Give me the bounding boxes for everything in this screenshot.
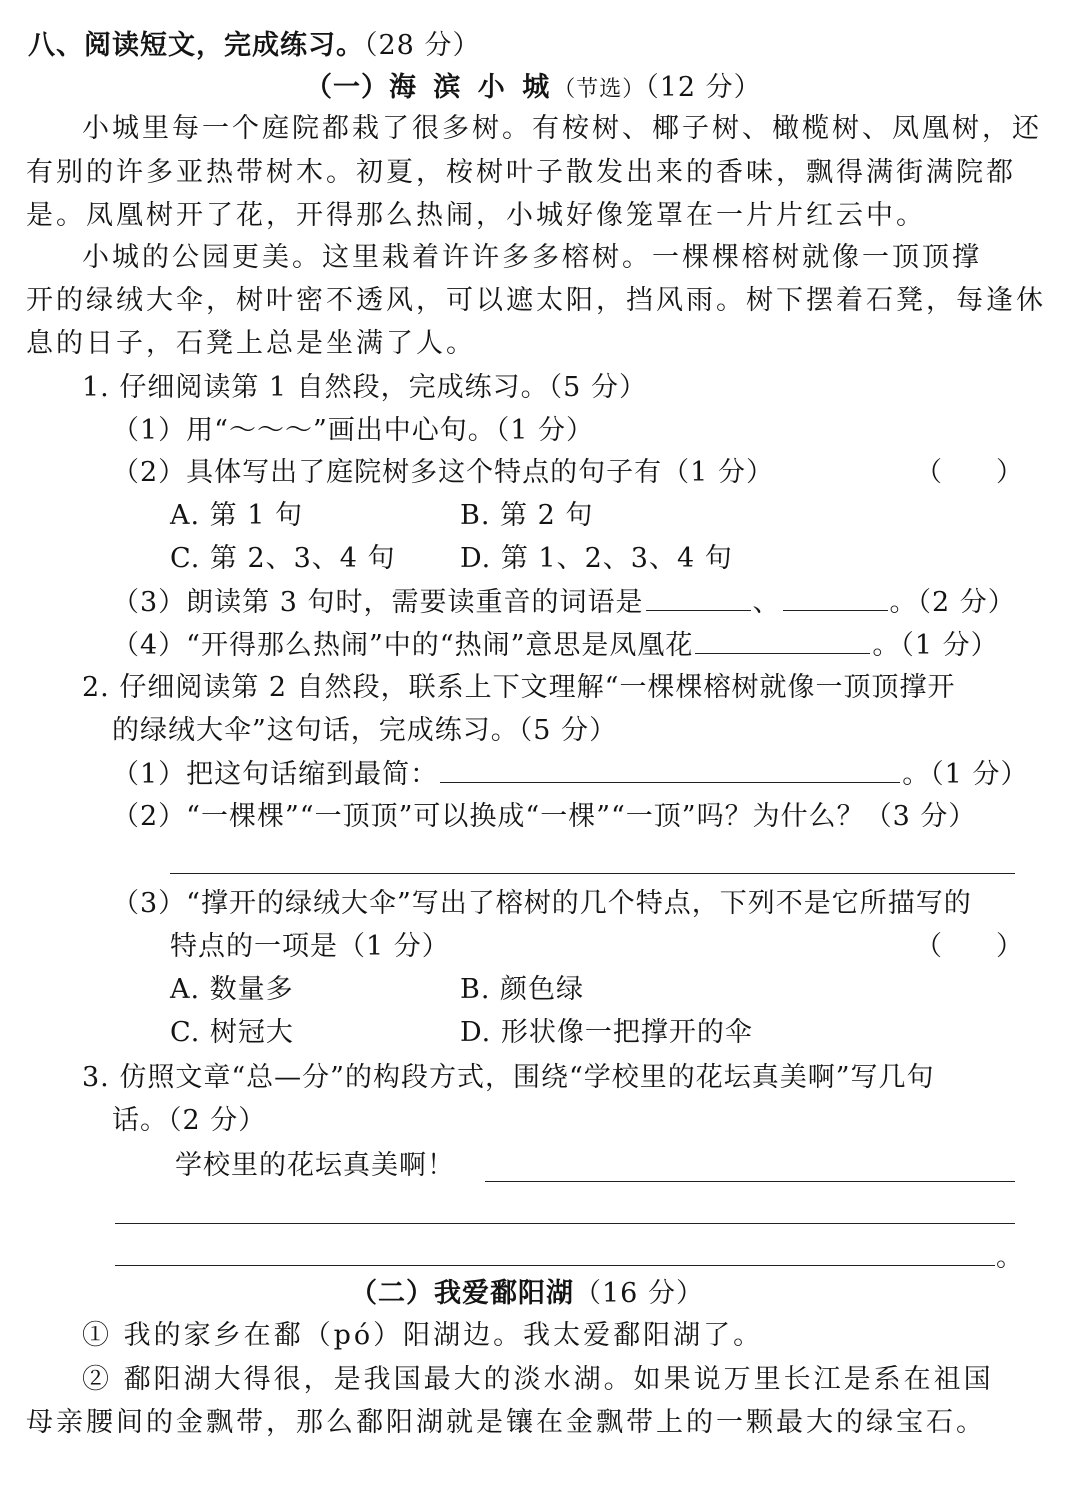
q1-sub4 [112, 627, 999, 664]
q1-sub3-separator: 、 [752, 587, 781, 618]
q2-stem-line1: 2. 仔细阅读第 2 自然段，联系上下文理解“一棵棵榕树就像一顶顶撑开 [82, 672, 956, 703]
q1-sub4-score: 。（1 分） [872, 630, 999, 661]
q2-sub1 [112, 756, 1028, 793]
q1-sub3-blank-2[interactable] [783, 584, 888, 611]
passage1-line: 息的日子，石凳上总是坐满了人。 [26, 328, 476, 359]
passage2-para2-line2: 母亲腰间的金飘带，那么鄱阳湖就是镶在金飘带上的一颗最大的绿宝石。 [26, 1407, 986, 1438]
q2-sub3-option-a: A. 数量多 [170, 974, 294, 1005]
q2-sub1-blank[interactable] [440, 756, 900, 783]
passage1-line: 小城里每一个庭院都栽了很多树。有桉树、椰子树、橄榄树、凤凰树，还 [82, 113, 1042, 144]
q2-sub3-option-b: B. 颜色绿 [460, 974, 585, 1005]
q2-sub3-line1: （3）“撑开的绿绒大伞”写出了榕树的几个特点，下列不是它所描写的 [112, 888, 972, 919]
passage2-title-text: （二）我爱鄱阳湖 [350, 1278, 574, 1309]
passage2-title-score: （16 分） [574, 1278, 704, 1309]
q3-end-mark: 。 [996, 1242, 1024, 1273]
passage1-title-note: （节选） [553, 77, 646, 102]
q3-answer-line-2[interactable] [115, 1223, 1015, 1224]
section-score: （28 分） [364, 30, 481, 61]
q3-answer-line-3[interactable] [115, 1265, 995, 1266]
q3-stem-line1: 3. 仿照文章“总—分”的构段方式，围绕“学校里的花坛真美啊”写几句 [82, 1062, 935, 1093]
q2-sub2-answer-line[interactable] [170, 873, 1015, 874]
passage1-title-prefix: （一） [305, 72, 389, 103]
q1-sub2-option-d: D. 第 1、2、3、4 句 [460, 543, 733, 574]
passage1-line: 有别的许多亚热带树木。初夏，桉树叶子散发出来的香味，飘得满街满院都 [26, 157, 1016, 188]
q1-sub4-blank[interactable] [695, 627, 870, 654]
passage2-para2-line1: ② 鄱阳湖大得很，是我国最大的淡水湖。如果说万里长江是系在祖国 [82, 1364, 994, 1395]
q1-sub3 [112, 584, 1016, 621]
passage1-line: 开的绿绒大伞，树叶密不透风，可以遮太阳，挡风雨。树下摆着石凳，每逢休 [26, 285, 1046, 316]
q3-answer-line-1[interactable] [485, 1181, 1015, 1182]
q3-prompt: 学校里的花坛真美啊！ [175, 1150, 455, 1181]
q2-sub2: （2）“一棵棵”“一顶顶”可以换成“一棵”“一顶”吗？为什么？（3 分） [112, 801, 977, 832]
passage1-line: 小城的公园更美。这里栽着许许多多榕树。一棵棵榕树就像一顶顶撑 [82, 242, 982, 273]
passage2-title [350, 1276, 704, 1312]
q1-sub3-score: 。（2 分） [889, 587, 1016, 618]
passage1-title [305, 70, 762, 108]
q2-sub1-text: （1）把这句话缩到最简： [112, 759, 439, 790]
q1-sub4-text: （4）“开得那么热闹”中的“热闹”意思是凤凰花 [112, 630, 694, 661]
q1-sub2-option-a: A. 第 1 句 [170, 500, 304, 531]
q2-sub3-answer-box[interactable]: （ ） [915, 931, 1023, 962]
q1-stem: 1. 仔细阅读第 1 自然段，完成练习。（5 分） [82, 372, 647, 403]
passage1-title-text: 海 滨 小 城 [389, 72, 554, 103]
q1-sub2-answer-box[interactable]: （ ） [915, 457, 1023, 488]
passage1-title-score: （12 分） [645, 72, 762, 103]
q1-sub3-text: （3）朗读第 3 句时，需要读重音的词语是 [112, 587, 644, 618]
q1-sub2-option-b: B. 第 2 句 [460, 500, 594, 531]
q2-stem-line2: 的绿绒大伞”这句话，完成练习。（5 分） [112, 715, 618, 746]
section-heading [28, 28, 480, 64]
q1-sub3-blank-1[interactable] [646, 584, 751, 611]
passage1-line: 是。凤凰树开了花，开得那么热闹，小城好像笼罩在一片片红云中。 [26, 200, 926, 231]
q2-sub3-option-d: D. 形状像一把撑开的伞 [460, 1017, 753, 1048]
q2-sub3-line2: 特点的一项是（1 分） [170, 931, 450, 962]
section-heading-text: 八、阅读短文，完成练习。 [28, 30, 364, 61]
q3-stem-line2: 话。（2 分） [112, 1105, 267, 1136]
passage2-para1: ① 我的家乡在鄱（pó）阳湖边。我太爱鄱阳湖了。 [82, 1320, 764, 1351]
q1-sub1: （1）用“～～～”画出中心句。（1 分） [112, 415, 595, 446]
q2-sub3-option-c: C. 树冠大 [170, 1017, 294, 1048]
q1-sub2: （2）具体写出了庭院树多这个特点的句子有（1 分） [112, 457, 774, 488]
q1-sub2-option-c: C. 第 2、3、4 句 [170, 543, 396, 574]
q2-sub1-score: 。（1 分） [902, 759, 1029, 790]
